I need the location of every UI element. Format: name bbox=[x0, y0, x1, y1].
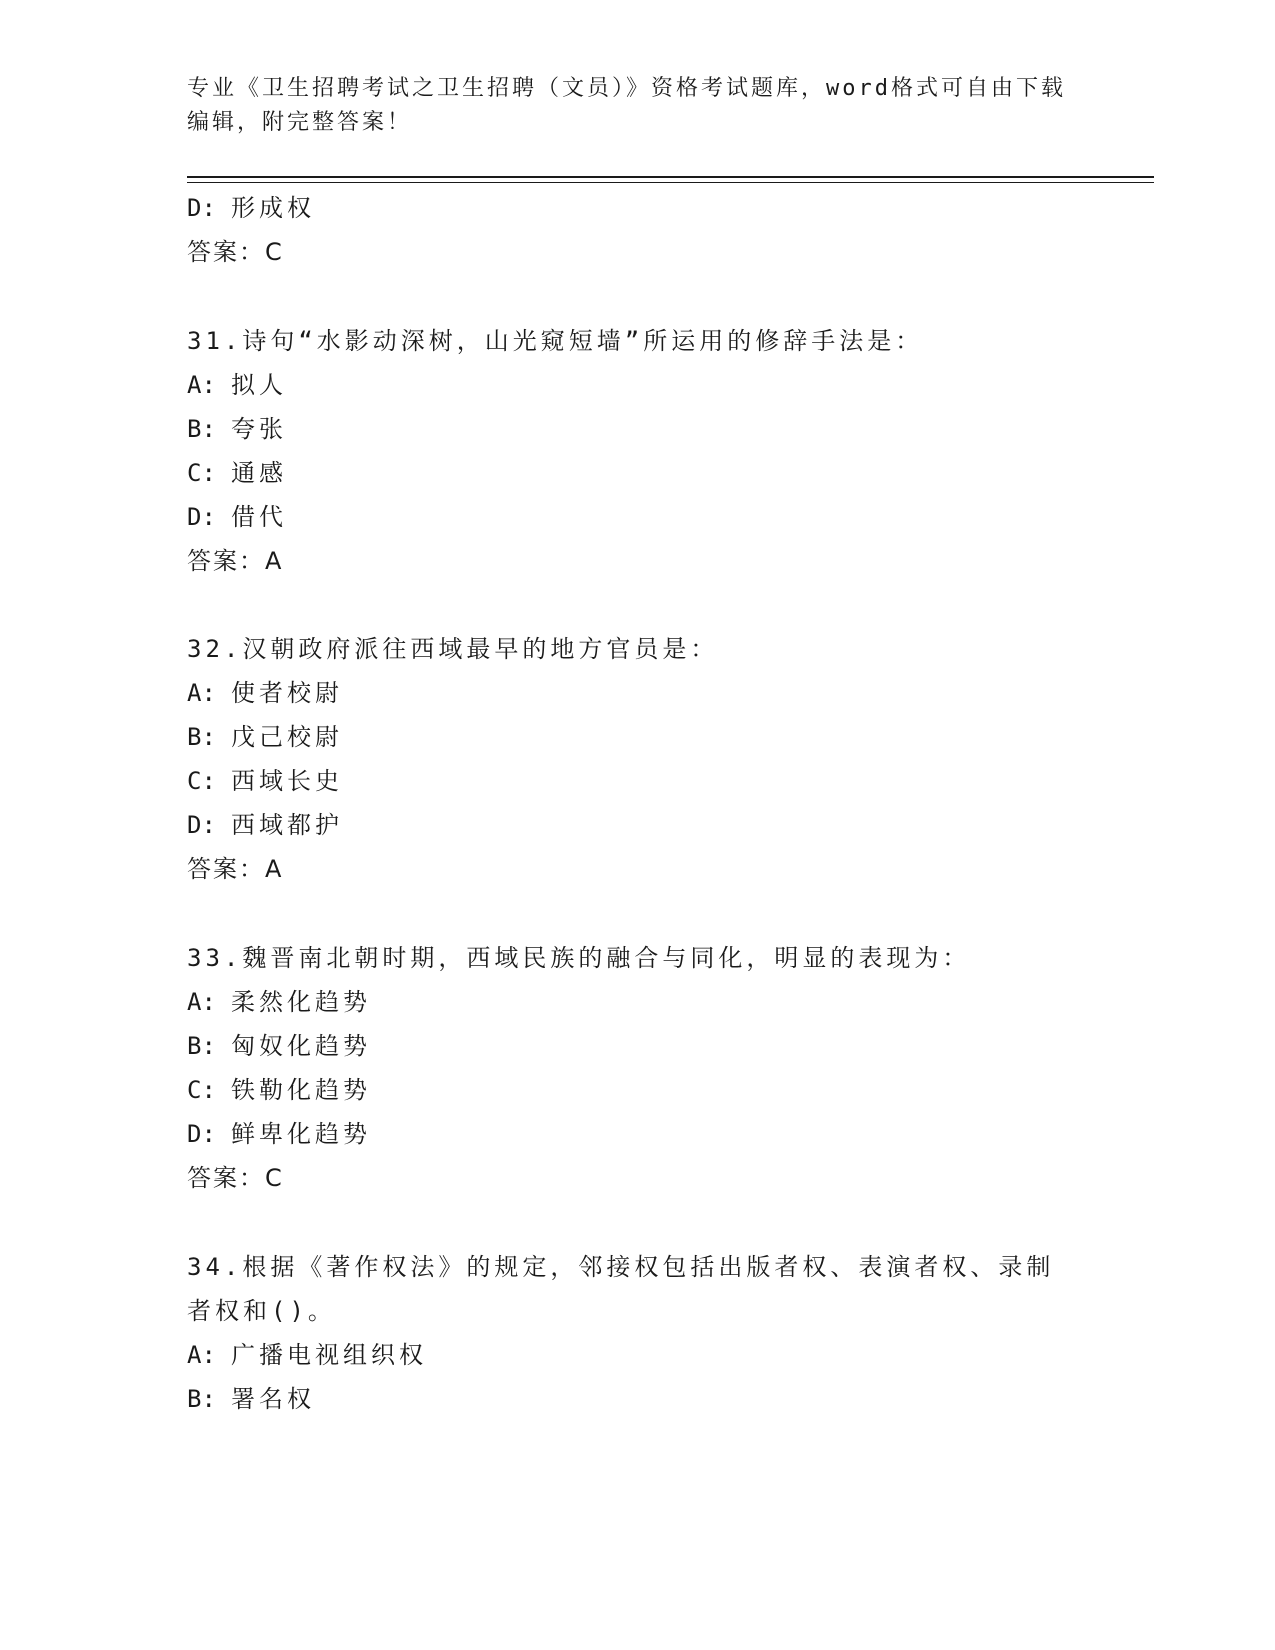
question-34-stem-line-1: 34.根据《著作权法》的规定，邻接权包括出版者权、表演者权、录制 bbox=[187, 1253, 1055, 1281]
option-text: 广播电视组织权 bbox=[231, 1341, 427, 1369]
header-line-1: 专业《卫生招聘考试之卫生招聘（文员）》资格考试题库，word格式可自由下载 bbox=[187, 76, 1066, 101]
question-34-stem-line-2: 者权和()。 bbox=[187, 1297, 336, 1325]
option-text: 借代 bbox=[231, 503, 287, 531]
option-text: 西域都护 bbox=[231, 811, 343, 839]
option-text: 柔然化趋势 bbox=[231, 988, 371, 1016]
option-text: 形成权 bbox=[231, 194, 315, 222]
q31-answer: 答案：A bbox=[187, 547, 284, 575]
question-33-stem: 33.魏晋南北朝时期，西域民族的融合与同化，明显的表现为： bbox=[187, 944, 971, 972]
option-text: 拟人 bbox=[231, 371, 287, 399]
q33-option-b bbox=[187, 1029, 371, 1063]
option-text: 匈奴化趋势 bbox=[231, 1032, 371, 1060]
prev-answer: 答案：C bbox=[187, 238, 284, 266]
q31-option-a bbox=[187, 368, 287, 402]
q31-option-b bbox=[187, 412, 287, 446]
q32-option-c bbox=[187, 764, 343, 798]
q32-answer: 答案：A bbox=[187, 855, 284, 883]
question-32-stem: 32.汉朝政府派往西域最早的地方官员是： bbox=[187, 635, 719, 663]
q33-option-c bbox=[187, 1073, 371, 1107]
option-letter: B: bbox=[187, 723, 216, 751]
q31-option-d bbox=[187, 500, 287, 534]
option-letter: A: bbox=[187, 1341, 216, 1369]
option-text: 戊己校尉 bbox=[231, 723, 343, 751]
prev-option-d bbox=[187, 191, 315, 225]
option-letter: A: bbox=[187, 371, 216, 399]
question-31-stem: 31.诗句“水影动深树，山光窥短墙”所运用的修辞手法是： bbox=[187, 327, 924, 355]
option-letter: C: bbox=[187, 1076, 216, 1104]
option-text: 通感 bbox=[231, 459, 287, 487]
option-letter: B: bbox=[187, 1032, 216, 1060]
option-letter: B: bbox=[187, 1385, 216, 1413]
option-letter: C: bbox=[187, 459, 216, 487]
page-header bbox=[187, 72, 1067, 140]
header-divider-thick bbox=[187, 176, 1154, 178]
q33-option-d bbox=[187, 1117, 371, 1151]
option-letter: B: bbox=[187, 415, 216, 443]
header-line-2: 编辑，附完整答案！ bbox=[187, 110, 413, 135]
header-divider-thin bbox=[187, 182, 1154, 183]
option-letter: D: bbox=[187, 811, 216, 839]
option-letter: A: bbox=[187, 988, 216, 1016]
q32-option-b bbox=[187, 720, 343, 754]
option-letter: A: bbox=[187, 679, 216, 707]
option-text: 西域长史 bbox=[231, 767, 343, 795]
option-letter: C: bbox=[187, 767, 216, 795]
option-text: 铁勒化趋势 bbox=[231, 1076, 371, 1104]
q34-option-b bbox=[187, 1382, 315, 1416]
option-letter: D: bbox=[187, 503, 216, 531]
option-text: 鲜卑化趋势 bbox=[231, 1120, 371, 1148]
option-text: 署名权 bbox=[231, 1385, 315, 1413]
option-text: 夸张 bbox=[231, 415, 287, 443]
option-letter: D: bbox=[187, 194, 216, 222]
q32-option-a bbox=[187, 676, 343, 710]
q33-option-a bbox=[187, 985, 371, 1019]
q33-answer: 答案：C bbox=[187, 1164, 284, 1192]
q32-option-d bbox=[187, 808, 343, 842]
q34-option-a bbox=[187, 1338, 427, 1372]
q31-option-c bbox=[187, 456, 287, 490]
option-letter: D: bbox=[187, 1120, 216, 1148]
option-text: 使者校尉 bbox=[231, 679, 343, 707]
